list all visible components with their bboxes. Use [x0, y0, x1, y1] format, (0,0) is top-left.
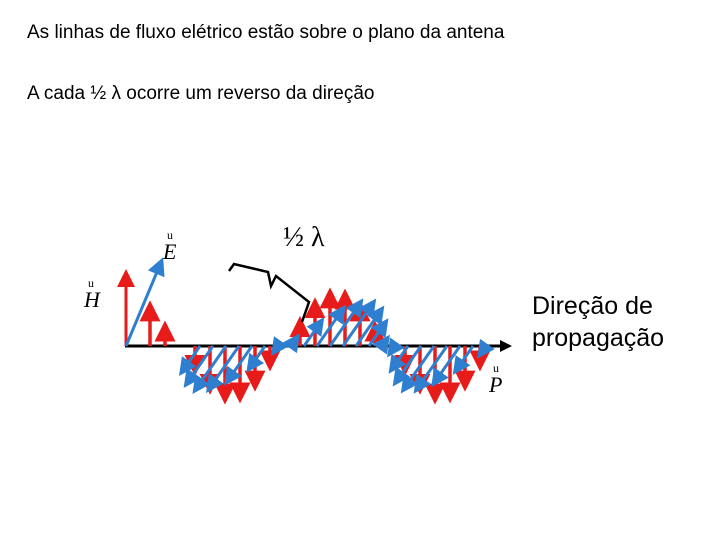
propagation-label-line1: Direção de — [532, 292, 653, 320]
magnetic-field-arrow — [291, 336, 298, 346]
h-vector-mark: u — [88, 276, 94, 290]
h-label-text: H — [84, 287, 100, 312]
half-wavelength-label: ½ λ — [283, 222, 325, 253]
e-vector-mark: u — [167, 228, 173, 242]
propagation-direction-label — [532, 290, 664, 354]
h-reference-arrow — [126, 260, 162, 346]
h-vector-label — [84, 276, 100, 312]
propagation-arrowhead — [500, 340, 512, 352]
p-vector-label — [489, 361, 503, 397]
magnetic-field-arrow — [394, 346, 421, 384]
half-wavelength-bracket — [229, 264, 309, 322]
e-vector-label — [163, 228, 177, 264]
p-label-text: P — [489, 372, 503, 397]
propagation-label-line2: propagação — [532, 324, 665, 352]
p-vector-mark: u — [493, 361, 499, 375]
e-label-text: E — [163, 239, 177, 264]
statement-flux-lines: As linhas de fluxo elétrico estão sobre o plano da antena — [27, 22, 505, 43]
magnetic-field-arrow — [433, 346, 460, 385]
statement-half-wavelength: A cada ½ λ ocorre um reverso da direção — [27, 83, 375, 104]
